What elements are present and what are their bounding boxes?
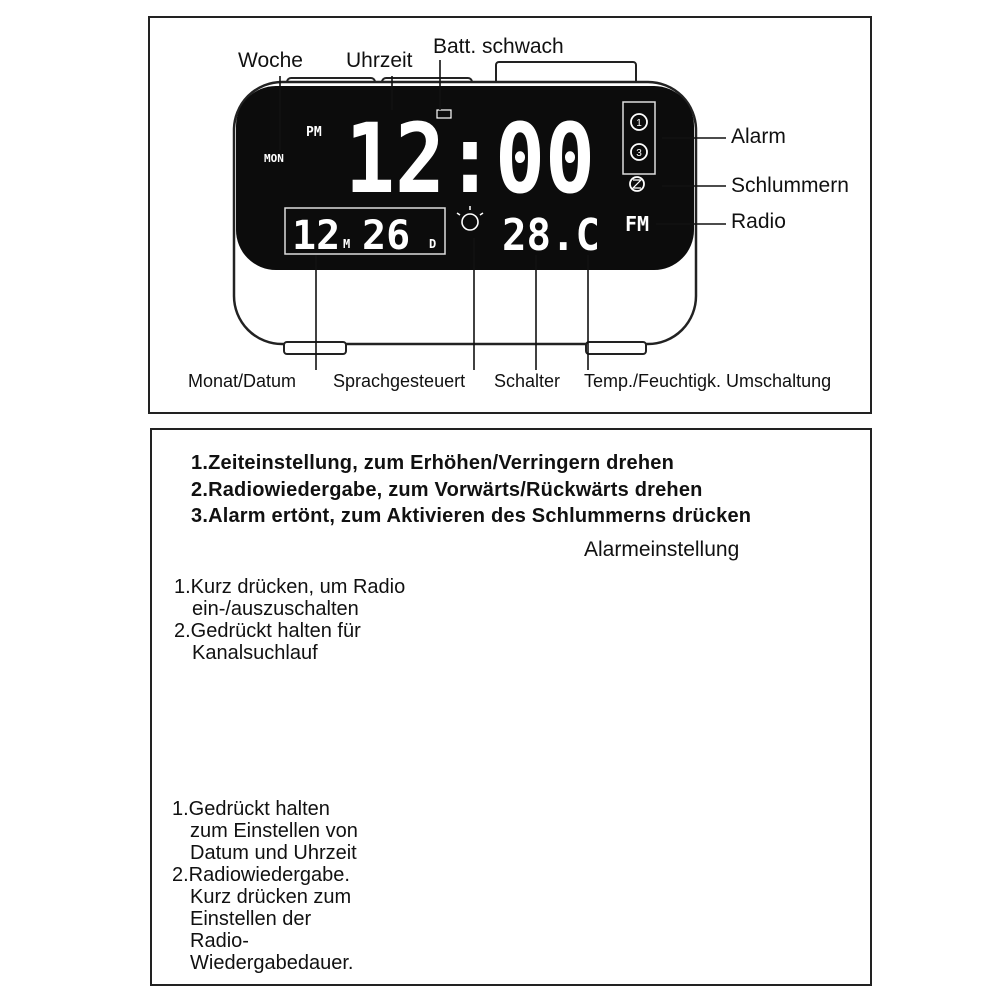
label-alarm: Alarm <box>731 125 786 148</box>
label-radio: Radio <box>731 210 786 233</box>
callout-4-text: 1.Kurz drücken, um Radio ein-/auszuschalten 2.Gedrückt halten für Kanalsuchlauf <box>174 576 406 664</box>
month-unit: M <box>343 237 351 251</box>
label-uhrzeit: Uhrzeit <box>346 49 413 72</box>
instruction-3: 3.Alarm ertönt, zum Aktivieren des Schlummerns drücken <box>191 505 752 527</box>
date-unit: D <box>429 237 437 251</box>
label-sprachgesteuert: Sprachgesteuert <box>333 371 466 391</box>
pm-indicator: PM <box>306 125 322 140</box>
temperature-display: 28.C <box>502 210 600 261</box>
date-display: 26 <box>362 213 411 259</box>
fm-indicator: FM <box>625 212 650 236</box>
month-display: 12 <box>292 213 341 259</box>
label-schlummern: Schlummern <box>731 174 849 197</box>
callout-1-text: 1.Gedrückt halten zum Einstellen von Datum und Uhrzeit 2.Radiowiedergabe. Kurz drücken zum Einstellen der Radio- Wiedergabedauer. <box>172 798 358 974</box>
label-alarmeinstellung: Alarmeinstellung <box>584 538 740 561</box>
label-schalter: Schalter <box>494 371 561 391</box>
svg-text:3: 3 <box>636 148 642 159</box>
label-monat-datum: Monat/Datum <box>188 371 297 391</box>
instruction-1: 1.Zeiteinstellung, zum Erhöhen/Verringern drehen <box>191 452 675 474</box>
label-temp-umschaltung: Temp./Feuchtigk. Umschaltung <box>584 371 832 391</box>
weekday-indicator: MON <box>264 152 284 165</box>
time-display: 12:00 <box>345 103 595 215</box>
label-woche: Woche <box>238 49 303 72</box>
label-batt-schwach: Batt. schwach <box>433 35 564 58</box>
instruction-2: 2.Radiowiedergabe, zum Vorwärts/Rückwärts drehen <box>191 479 703 501</box>
svg-text:1: 1 <box>636 118 642 129</box>
